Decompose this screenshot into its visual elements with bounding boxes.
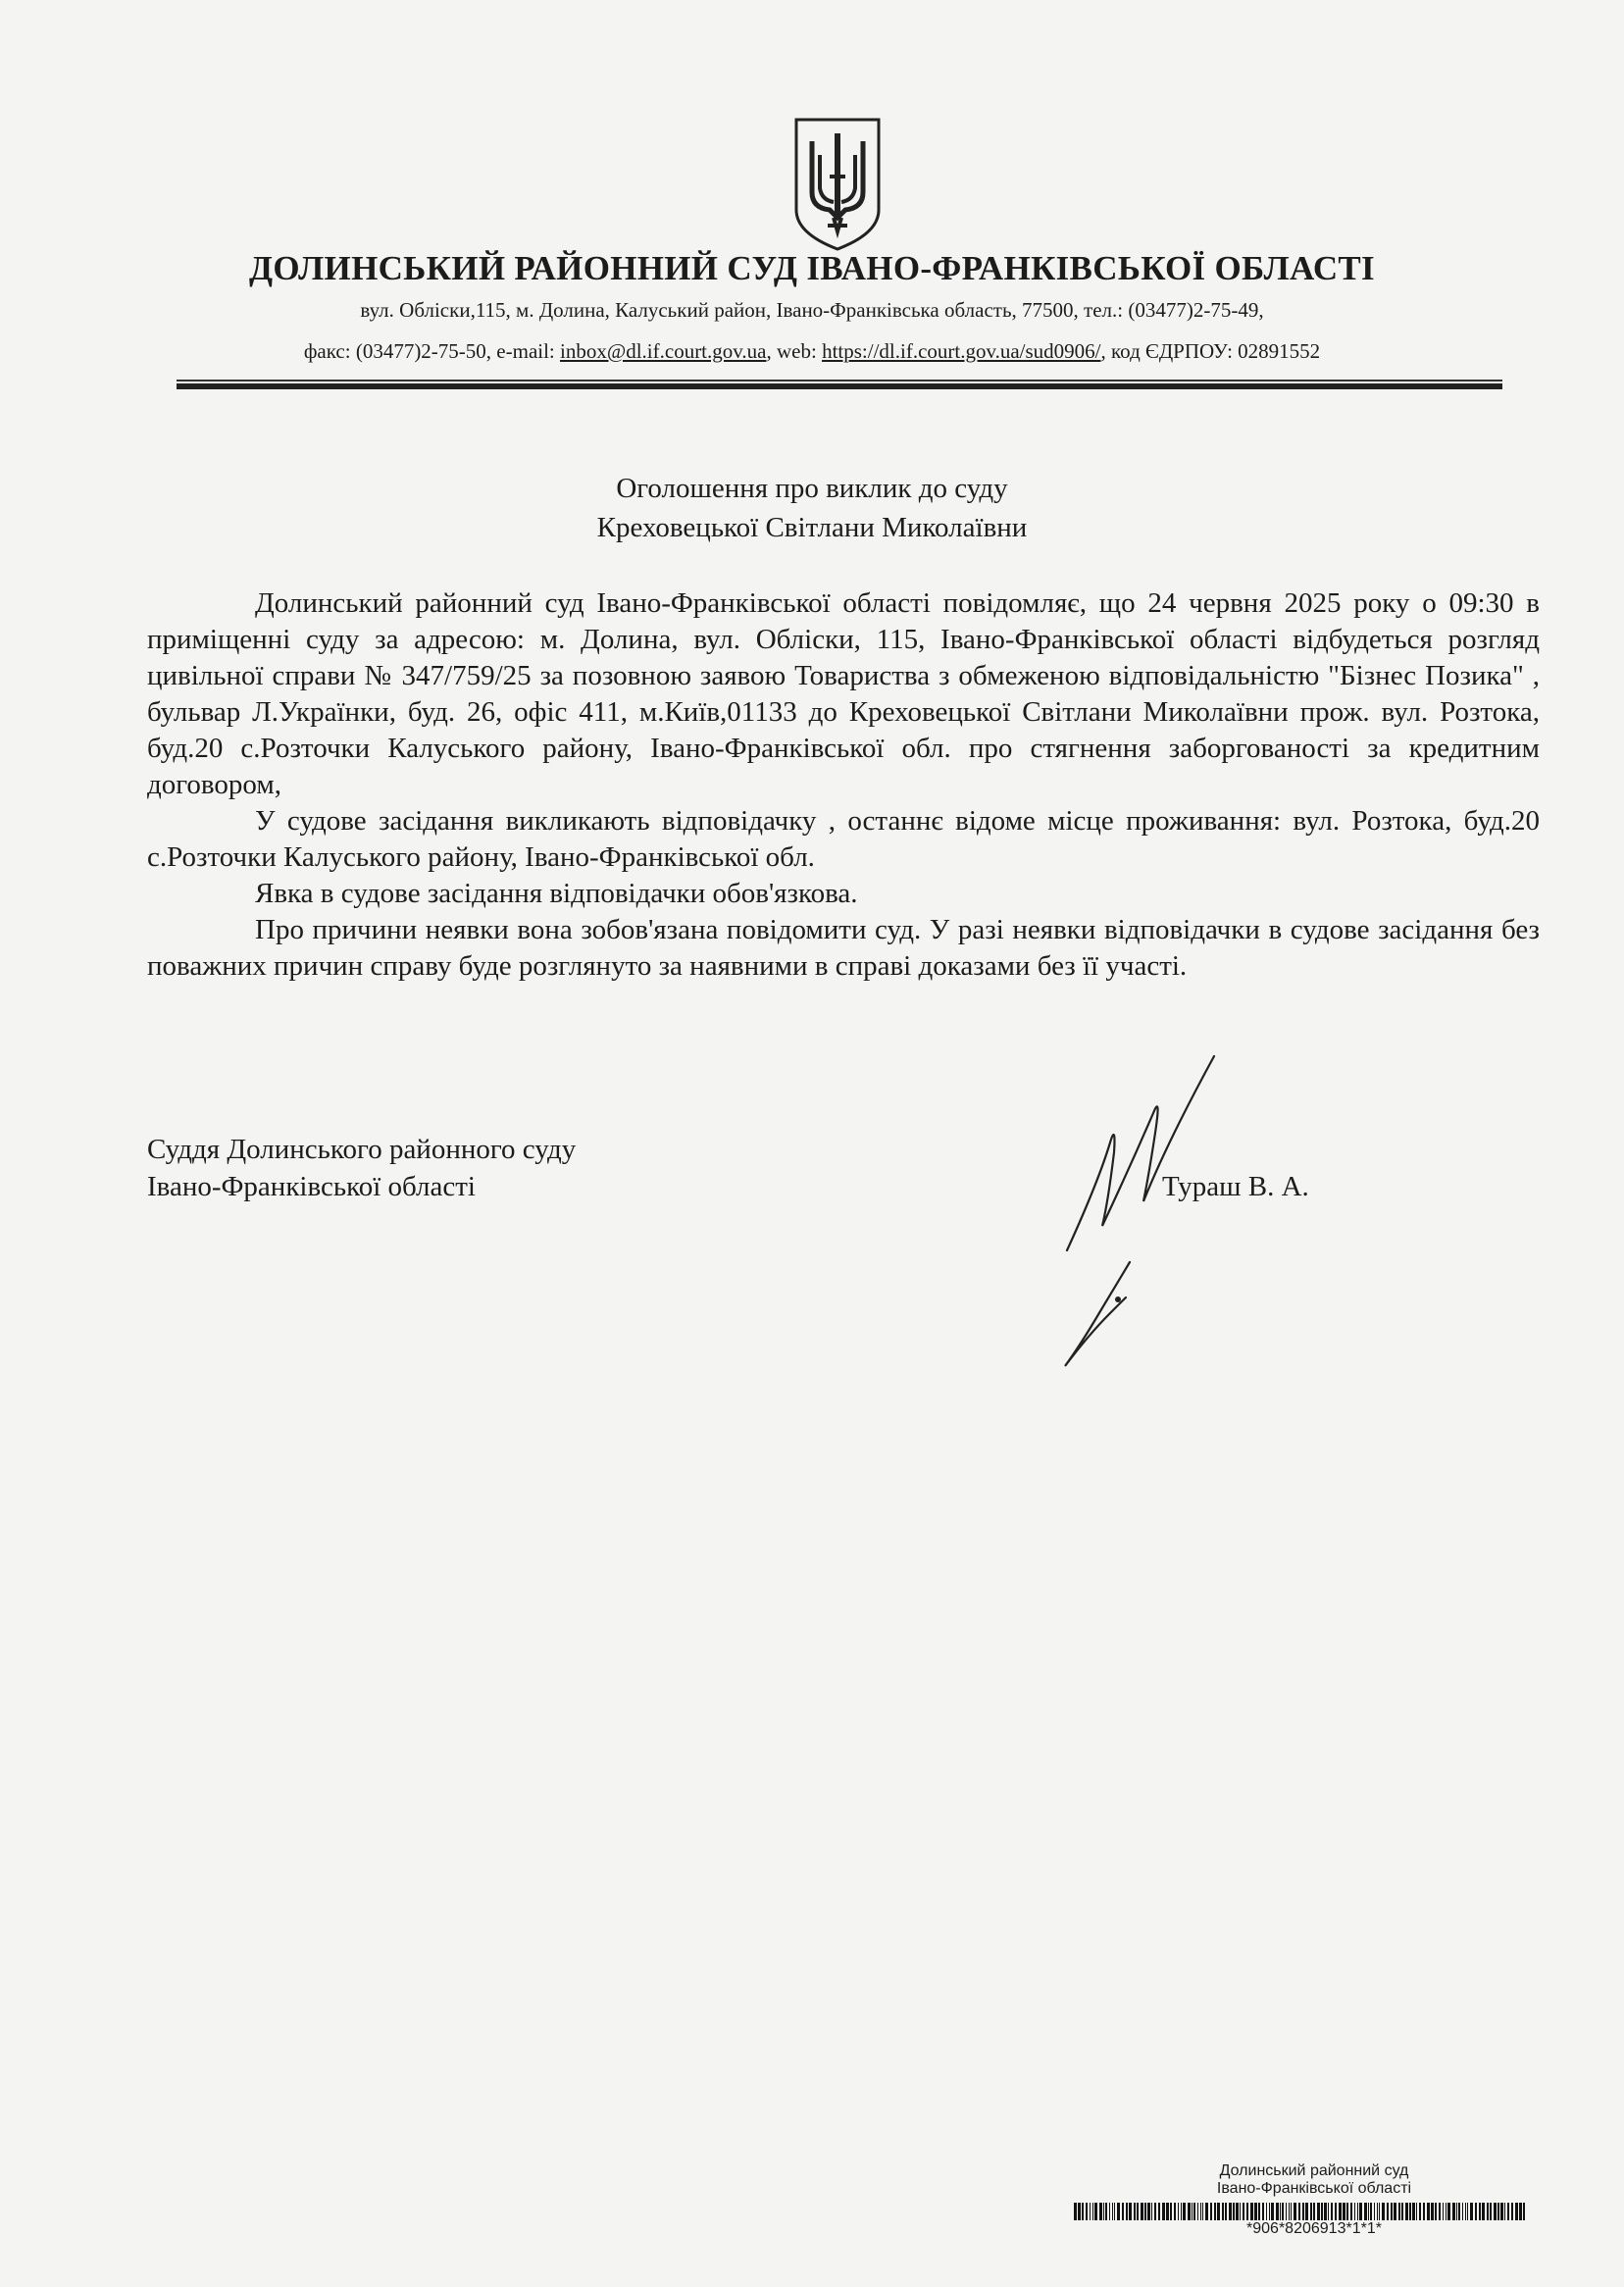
court-name: ДОЛИНСЬКИЙ РАЙОННИЙ СУД ІВАНО-ФРАНКІВСЬКОЇ ОБЛАСТІ: [249, 249, 1375, 287]
notice-body: [147, 585, 1540, 985]
stamp-court-name: Долинський районний суд: [1219, 2162, 1409, 2179]
ukraine-trident-icon: [790, 116, 885, 253]
stamp-region: Івано-Франківської області: [1216, 2180, 1412, 2197]
fax-text: факс: (03477)2-75-50, e-mail:: [303, 339, 561, 363]
judge-title-line1: Суддя Долинського районного суду: [147, 1134, 577, 1165]
handwritten-signature: [1059, 1054, 1226, 1368]
header-divider-thin: [177, 380, 1502, 381]
edrpou-code: , код ЄДРПОУ: 02891552: [1100, 339, 1321, 363]
web-prefix: , web:: [766, 339, 823, 363]
court-address: вул. Обліски,115, м. Долина, Калуський район, Івано-Франківська область, 77500, тел.: (03477)2-75-49,: [360, 298, 1264, 322]
judge-title-line2: Івано-Франківської області: [147, 1171, 476, 1202]
court-contacts: [0, 339, 1624, 364]
barcode-icon: [1074, 2203, 1530, 2220]
web-link[interactable]: https://dl.if.court.gov.ua/sud0906/: [822, 339, 1101, 363]
email-link[interactable]: inbox@dl.if.court.gov.ua: [560, 339, 767, 363]
header-divider-thick: [177, 383, 1502, 389]
paragraph-attendance: Явка в судове засідання відповідачки обов'язкова.: [255, 878, 858, 909]
paragraph-hearing: Долинський районний суд Івано-Франківської області повідомляє, що 24 червня 2025 року о 09:30 в приміщенні суду за адресою: м. Долина, вул. Обліски, 115, Івано-Франківської області відбудеться розгляд цивільної справи № 347/759/25 за позовною заявою Товариства з обмеженою відповідальністю "Бізнес Позика" , бульвар Л.Українки, буд. 26, офіс 411, м.Київ,01133 до Креховецької Світлани Миколаївни прож. вул. Розтока, буд.20 с.Розточки Калуського району, Івано-Франківської обл. про стягнення заборгованості за кредитним договором,: [147, 587, 1540, 800]
notice-recipient: Креховецької Світлани Миколаївни: [596, 512, 1028, 543]
paragraph-summons: У судове засідання викликають відповідачку , останнє відоме місце проживання: вул. Розтока, буд.20 с.Розточки Калуського району, Івано-Франківської обл.: [147, 805, 1540, 873]
judge-name: Тураш В. А.: [1162, 1171, 1309, 1202]
stamp-barcode-code: *906*8206913*1*1*: [1246, 2220, 1382, 2237]
paragraph-absence: Про причини неявки вона зобов'язана повідомити суд. У разі неявки відповідачки в судове засідання без поважних причин справу буде розглянуто за наявними в справі доказами без її участі.: [147, 914, 1540, 982]
notice-title: Оголошення про виклик до суду: [616, 473, 1008, 504]
